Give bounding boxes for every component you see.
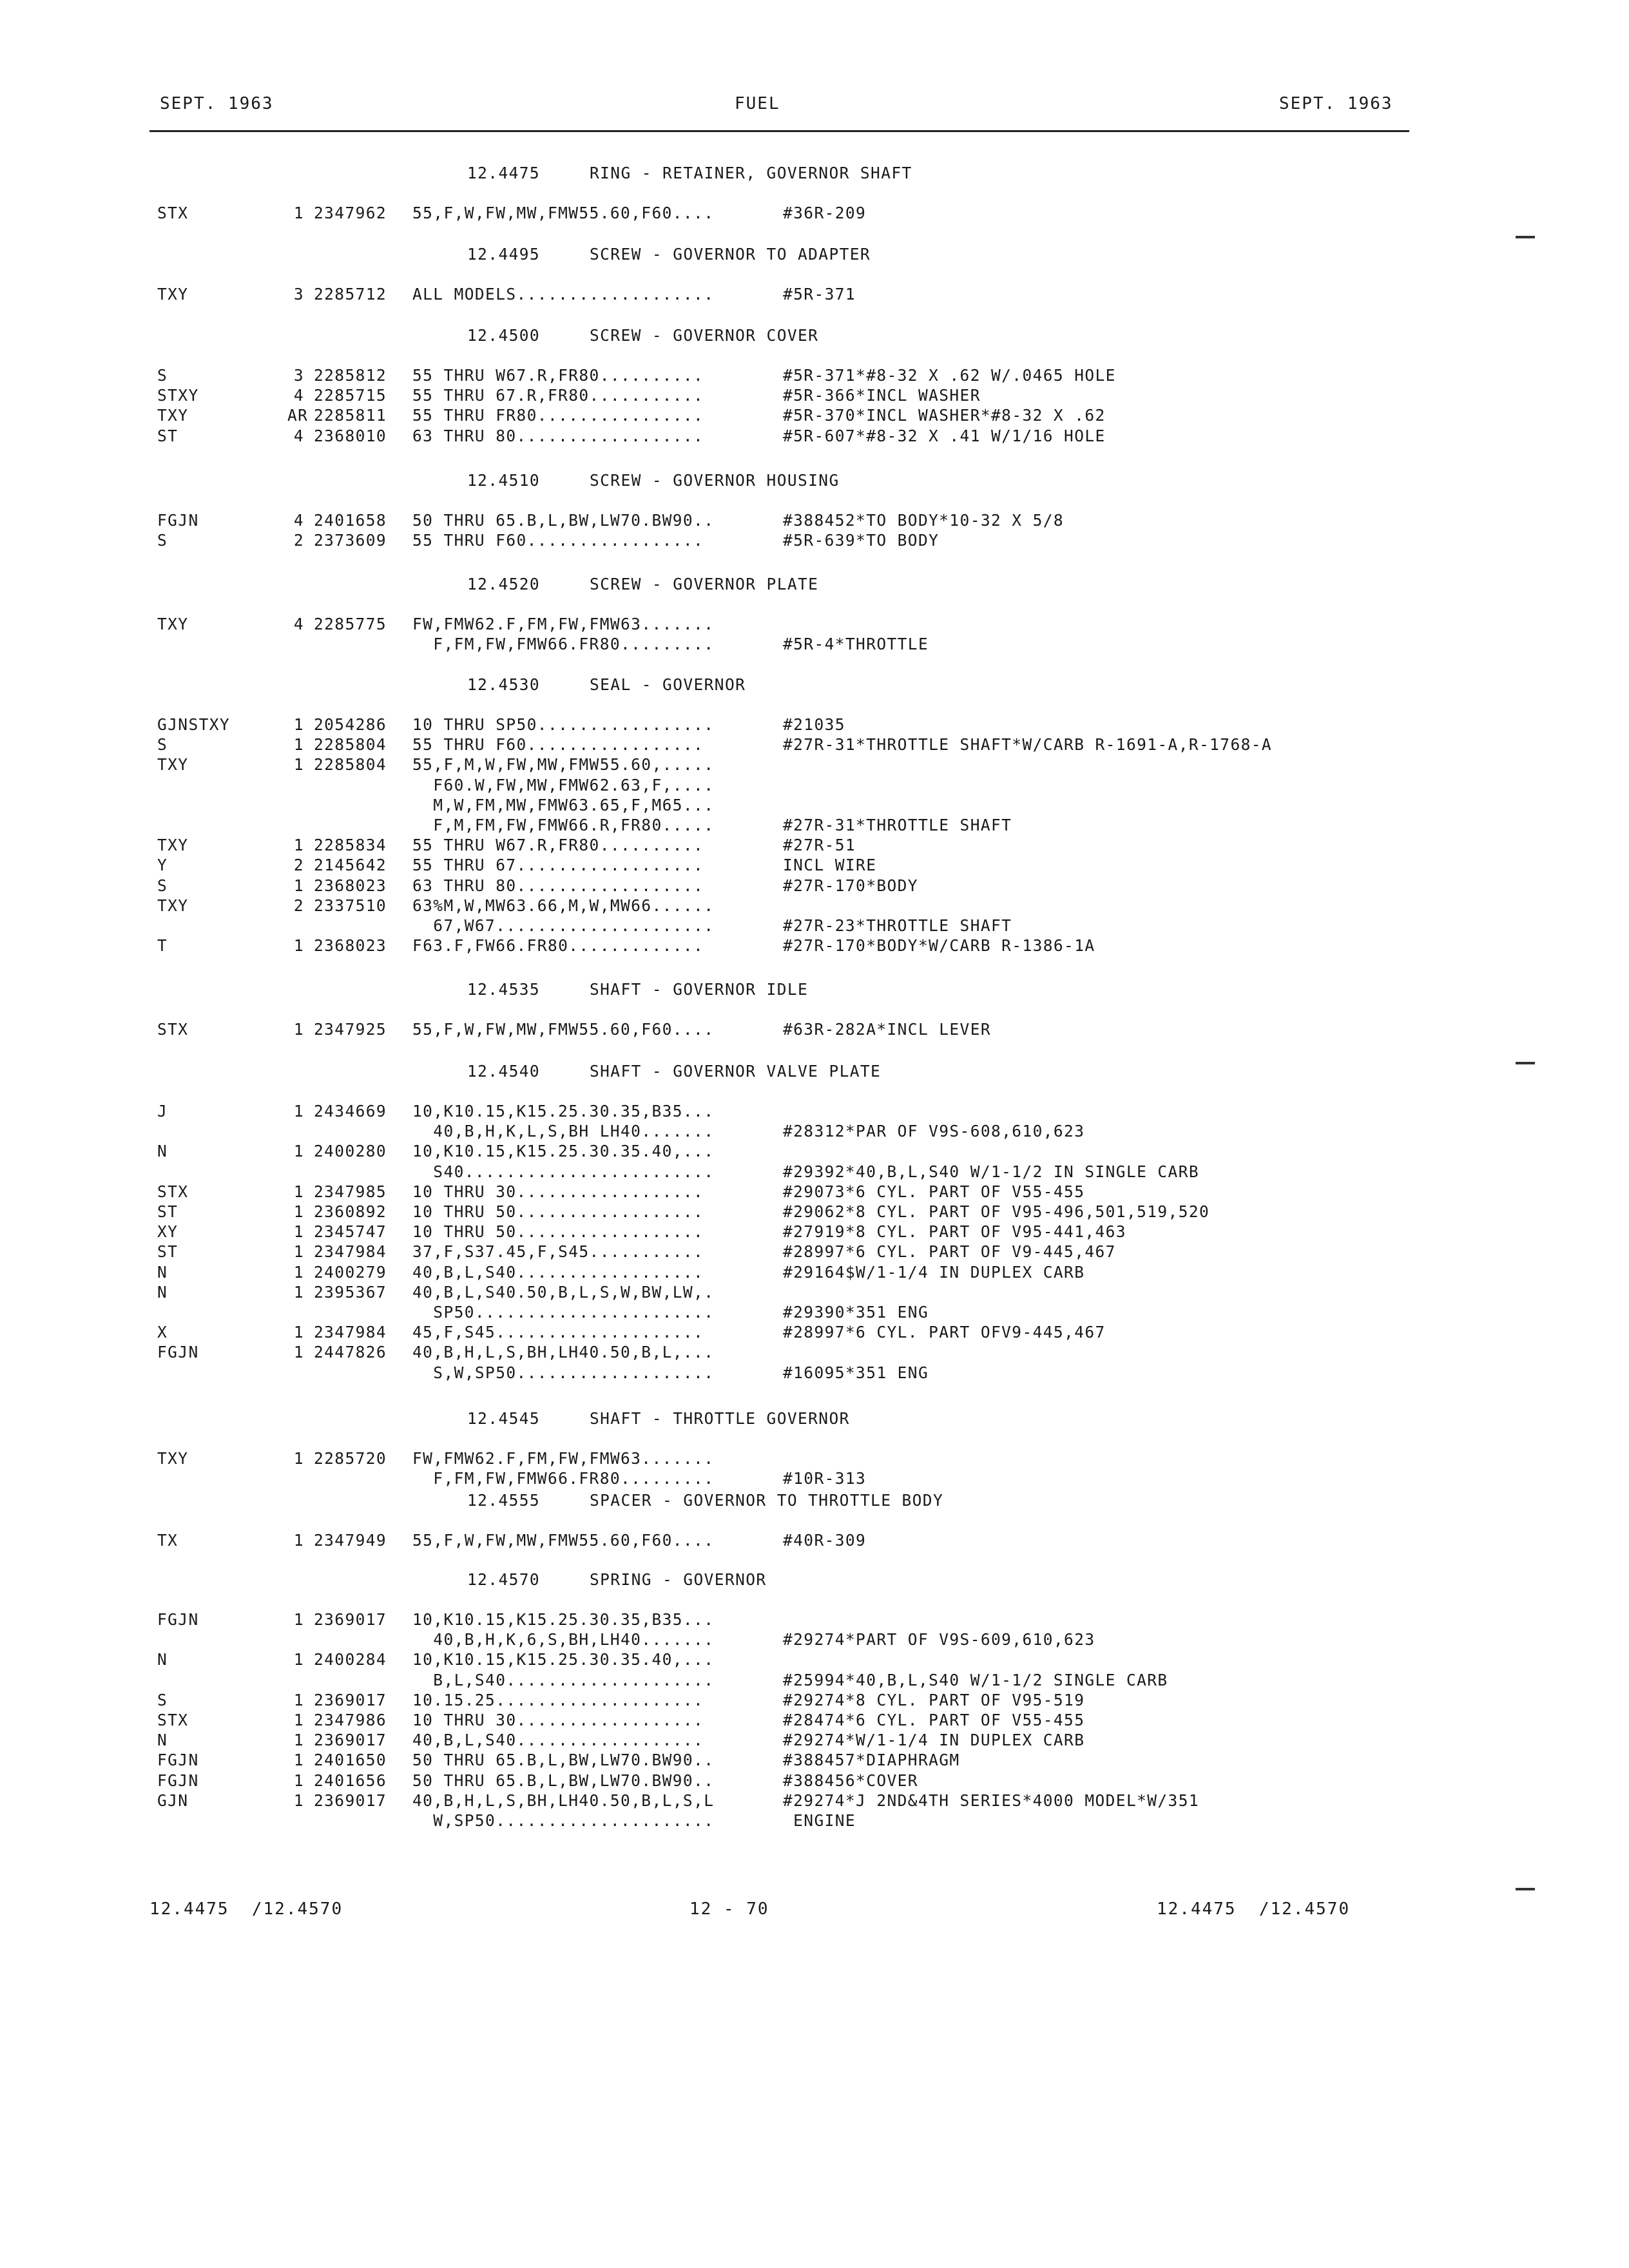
part-description: #28474*6 CYL. PART OF V55-455 (783, 1711, 1085, 1729)
part-description: #5R-639*TO BODY (783, 531, 940, 550)
quantity (287, 795, 304, 816)
model-codes: TXY (157, 1449, 189, 1468)
footer-page-number: 12 - 70 (689, 1899, 769, 1919)
applicable-models: 10 THRU 30.................. (412, 1711, 704, 1729)
quantity: 1 (293, 1102, 304, 1120)
quantity (287, 775, 304, 796)
part-description: #27R-31*THROTTLE SHAFT (783, 816, 1012, 834)
part-number: 2368010 (314, 427, 387, 445)
applicable-models: 10,K10.15,K15.25.30.35,B35... (412, 1610, 715, 1629)
applicable-models: 55,F,M,W,FW,MW,FMW55.60,..... (412, 755, 715, 774)
applicable-models: 63%M,W,MW63.66,M,W,MW66...... (412, 896, 715, 915)
applicable-models: 55 THRU FR80................ (412, 406, 704, 425)
footer-range-right: 12.4475 /12.4570 (1157, 1899, 1351, 1919)
quantity: 1 (293, 1222, 304, 1241)
part-description: #5R-371 (783, 285, 856, 303)
applicable-models: 10 THRU SP50................. (412, 715, 715, 734)
quantity: AR (287, 406, 309, 425)
model-codes: S (157, 531, 168, 550)
part-description: #29274*J 2ND&4TH SERIES*4000 MODEL*W/351 (783, 1791, 1200, 1810)
part-description: #29392*40,B,L,S40 W/1-1/2 IN SINGLE CARB (783, 1162, 1200, 1181)
part-description: #27R-23*THROTTLE SHAFT (783, 916, 1012, 935)
part-description: #36R-209 (783, 204, 867, 222)
part-description: #29274*W/1-1/4 IN DUPLEX CARB (783, 1731, 1085, 1749)
part-number: 2285804 (314, 755, 387, 774)
quantity (287, 1162, 304, 1182)
applicable-models: 10 THRU 30.................. (412, 1182, 704, 1201)
quantity: 1 (293, 1771, 304, 1790)
part-number: 2373609 (314, 531, 387, 550)
quantity: 1 (293, 735, 304, 754)
section-number: 12.4570 (467, 1570, 541, 1589)
quantity: 3 (293, 366, 304, 385)
quantity: 1 (293, 1691, 304, 1709)
quantity: 2 (293, 531, 304, 550)
applicable-models: 67,W67..................... (412, 916, 715, 935)
part-description: #21035 (783, 715, 845, 734)
part-number: 2347984 (314, 1242, 387, 1261)
section-number: 12.4520 (467, 575, 541, 593)
margin-mark (1516, 236, 1535, 238)
model-codes: STXY (157, 386, 199, 405)
applicable-models: F63.F,FW66.FR80............. (412, 936, 704, 955)
applicable-models: 10,K10.15,K15.25.30.35.40,... (412, 1650, 715, 1669)
section-title (467, 979, 808, 1000)
quantity: 1 (293, 1449, 304, 1468)
quantity: 1 (293, 936, 304, 955)
model-codes: FGJN (157, 1610, 199, 1629)
section-title (467, 1061, 881, 1082)
quantity (287, 1121, 304, 1142)
quantity: 1 (293, 1751, 304, 1769)
part-description: #29274*8 CYL. PART OF V95-519 (783, 1691, 1085, 1709)
section-heading: SPRING - GOVERNOR (590, 1570, 767, 1589)
applicable-models: 10 THRU 50.................. (412, 1222, 704, 1241)
part-description: #27R-170*BODY (783, 876, 918, 895)
section-title (467, 163, 912, 184)
applicable-models: ALL MODELS................... (412, 285, 715, 303)
applicable-models: 50 THRU 65.B,L,BW,LW70.BW90.. (412, 1771, 715, 1790)
model-codes: GJN (157, 1791, 189, 1810)
quantity (287, 1363, 304, 1383)
part-description: #10R-313 (783, 1469, 867, 1488)
part-description: #28312*PAR OF V9S-608,610,623 (783, 1122, 1085, 1140)
model-codes: S (157, 735, 168, 754)
quantity: 1 (293, 836, 304, 854)
quantity: 1 (293, 1323, 304, 1341)
applicable-models: 10,K10.15,K15.25.30.35.40,... (412, 1142, 715, 1160)
applicable-models: 45,F,S45.................... (412, 1323, 704, 1341)
applicable-models: FW,FMW62.F,FM,FW,FMW63....... (412, 615, 715, 633)
model-codes: STX (157, 1711, 189, 1729)
applicable-models: 40,B,H,L,S,BH,LH40.50,B,L,S,L (412, 1791, 715, 1810)
model-codes: N (157, 1142, 168, 1160)
part-number: 2285812 (314, 366, 387, 385)
applicable-models: SP50....................... (412, 1303, 715, 1321)
section-title (467, 675, 746, 695)
section-number: 12.4545 (467, 1409, 541, 1428)
header-rule (149, 130, 1409, 132)
part-description: #29073*6 CYL. PART OF V55-455 (783, 1182, 1085, 1201)
part-number: 2400280 (314, 1142, 387, 1160)
section-number: 12.4510 (467, 471, 541, 490)
section-title (467, 244, 871, 265)
part-number: 2345747 (314, 1222, 387, 1241)
applicable-models: 55 THRU 67.................. (412, 856, 704, 874)
applicable-models: S,W,SP50................... (412, 1363, 715, 1382)
model-codes: S (157, 876, 168, 895)
quantity (287, 1670, 304, 1691)
quantity: 1 (293, 1791, 304, 1810)
part-number: 2369017 (314, 1731, 387, 1749)
part-number: 2285834 (314, 836, 387, 854)
footer-range-left: 12.4475 /12.4570 (149, 1899, 343, 1919)
model-codes: FGJN (157, 511, 199, 530)
model-codes: STX (157, 1020, 189, 1039)
applicable-models: S40........................ (412, 1162, 715, 1181)
model-codes: STX (157, 1182, 189, 1201)
applicable-models: 10 THRU 50.................. (412, 1202, 704, 1221)
part-number: 2447826 (314, 1343, 387, 1361)
part-description: #27R-51 (783, 836, 856, 854)
quantity: 4 (293, 511, 304, 530)
quantity: 1 (293, 1610, 304, 1629)
model-codes: TXY (157, 406, 189, 425)
section-title (467, 325, 818, 346)
quantity (287, 916, 304, 936)
section-number: 12.4555 (467, 1491, 541, 1510)
part-number: 2369017 (314, 1610, 387, 1629)
applicable-models: 40,B,L,S40.50,B,L,S,W,BW,LW,. (412, 1283, 715, 1302)
quantity: 4 (293, 386, 304, 405)
section-title (467, 1570, 767, 1590)
applicable-models: FW,FMW62.F,FM,FW,FMW63....... (412, 1449, 715, 1468)
quantity (287, 815, 304, 836)
part-number: 2337510 (314, 896, 387, 915)
part-number: 2145642 (314, 856, 387, 874)
quantity: 3 (293, 285, 304, 303)
part-number: 2401658 (314, 511, 387, 530)
section-heading: SEAL - GOVERNOR (590, 675, 746, 694)
applicable-models: 40,B,H,K,L,S,BH LH40....... (412, 1122, 715, 1140)
part-description: #28997*6 CYL. PART OF V9-445,467 (783, 1242, 1116, 1261)
applicable-models: 55 THRU 67.R,FR80........... (412, 386, 704, 405)
model-codes: N (157, 1283, 168, 1302)
model-codes: FGJN (157, 1751, 199, 1769)
part-number: 2360892 (314, 1202, 387, 1221)
section-title (467, 1408, 850, 1429)
quantity: 1 (293, 1263, 304, 1282)
quantity: 1 (293, 1142, 304, 1160)
part-number: 2368023 (314, 936, 387, 955)
model-codes: FGJN (157, 1343, 199, 1361)
quantity: 1 (293, 1020, 304, 1039)
header-section-title: FUEL (735, 94, 780, 113)
part-number: 2285811 (314, 406, 387, 425)
part-description: #388452*TO BODY*10-32 X 5/8 (783, 511, 1065, 530)
quantity: 1 (293, 1283, 304, 1302)
part-description: #5R-371*#8-32 X .62 W/.0465 HOLE (783, 366, 1116, 385)
part-description: #5R-366*INCL WASHER (783, 386, 981, 405)
applicable-models: 40,B,H,L,S,BH,LH40.50,B,L,... (412, 1343, 715, 1361)
section-heading: SHAFT - THROTTLE GOVERNOR (590, 1409, 850, 1428)
part-description: #29390*351 ENG (783, 1303, 929, 1321)
section-title (467, 574, 818, 595)
applicable-models: 55 THRU F60................. (412, 531, 704, 550)
section-title (467, 470, 840, 491)
quantity: 4 (293, 615, 304, 633)
section-heading: SCREW - GOVERNOR TO ADAPTER (590, 245, 871, 264)
applicable-models: F,M,FM,FW,FMW66.R,FR80..... (412, 816, 715, 834)
quantity: 1 (293, 876, 304, 895)
part-description: #27919*8 CYL. PART OF V95-441,463 (783, 1222, 1126, 1241)
quantity: 1 (293, 1182, 304, 1201)
part-number: 2347986 (314, 1711, 387, 1729)
part-description: #40R-309 (783, 1531, 867, 1550)
model-codes: TX (157, 1531, 178, 1550)
part-number: 2400284 (314, 1650, 387, 1669)
section-heading: SHAFT - GOVERNOR VALVE PLATE (590, 1062, 882, 1081)
section-number: 12.4540 (467, 1062, 541, 1081)
quantity: 1 (293, 1242, 304, 1261)
part-number: 2285715 (314, 386, 387, 405)
part-number: 2347949 (314, 1531, 387, 1550)
part-description: #16095*351 ENG (783, 1363, 929, 1382)
section-heading: SPACER - GOVERNOR TO THROTTLE BODY (590, 1491, 944, 1510)
part-description: #27R-170*BODY*W/CARB R-1386-1A (783, 936, 1095, 955)
model-codes: ST (157, 1202, 178, 1221)
quantity: 2 (293, 896, 304, 915)
quantity: 1 (293, 715, 304, 734)
model-codes: ST (157, 1242, 178, 1261)
applicable-models: M,W,FM,MW,FMW63.65,F,M65... (412, 796, 715, 814)
applicable-models: F,FM,FW,FMW66.FR80......... (412, 1469, 715, 1488)
model-codes: FGJN (157, 1771, 199, 1790)
model-codes: TXY (157, 285, 189, 303)
applicable-models: F60.W,FW,MW,FMW62.63,F,.... (412, 776, 715, 794)
part-description: INCL WIRE (783, 856, 877, 874)
model-codes: X (157, 1323, 168, 1341)
section-number: 12.4500 (467, 326, 541, 345)
quantity: 1 (293, 755, 304, 774)
section-number: 12.4530 (467, 675, 541, 694)
model-codes: TXY (157, 836, 189, 854)
section-title (467, 1490, 943, 1511)
part-description: #388457*DIAPHRAGM (783, 1751, 960, 1769)
applicable-models: 55,F,W,FW,MW,FMW55.60,F60.... (412, 1531, 715, 1550)
header-date-left: SEPT. 1963 (160, 94, 274, 113)
part-description: ENGINE (783, 1811, 856, 1830)
applicable-models: 55,F,W,FW,MW,FMW55.60,F60.... (412, 204, 715, 222)
part-number: 2285712 (314, 285, 387, 303)
applicable-models: 40,B,L,S40.................. (412, 1263, 704, 1282)
quantity (287, 1468, 304, 1489)
section-number: 12.4475 (467, 164, 541, 182)
quantity: 1 (293, 1531, 304, 1550)
model-codes: TXY (157, 615, 189, 633)
model-codes: N (157, 1650, 168, 1669)
quantity (287, 1811, 304, 1831)
applicable-models: 10.15.25.................... (412, 1691, 704, 1709)
applicable-models: F,FM,FW,FMW66.FR80......... (412, 635, 715, 653)
header-date-right: SEPT. 1963 (1279, 94, 1393, 113)
applicable-models: 55 THRU W67.R,FR80.......... (412, 836, 704, 854)
part-description: #27R-31*THROTTLE SHAFT*W/CARB R-1691-A,R-1768-A (783, 735, 1273, 754)
part-number: 2347962 (314, 204, 387, 222)
model-codes: N (157, 1263, 168, 1282)
part-description: #5R-4*THROTTLE (783, 635, 929, 653)
part-description: #5R-370*INCL WASHER*#8-32 X .62 (783, 406, 1106, 425)
part-description: #29062*8 CYL. PART OF V95-496,501,519,520 (783, 1202, 1210, 1221)
applicable-models: W,SP50..................... (412, 1811, 715, 1830)
section-heading: RING - RETAINER, GOVERNOR SHAFT (590, 164, 912, 182)
model-codes: STX (157, 204, 189, 222)
quantity (287, 1302, 304, 1323)
part-number: 2368023 (314, 876, 387, 895)
part-number: 2395367 (314, 1283, 387, 1302)
applicable-models: 40,B,L,S40.................. (412, 1731, 704, 1749)
quantity: 1 (293, 204, 304, 222)
model-codes: J (157, 1102, 168, 1120)
part-description: #388456*COVER (783, 1771, 918, 1790)
quantity: 4 (293, 427, 304, 445)
applicable-models: 63 THRU 80.................. (412, 876, 704, 895)
model-codes: XY (157, 1222, 178, 1241)
applicable-models: B,L,S40.................... (412, 1671, 715, 1689)
applicable-models: 50 THRU 65.B,L,BW,LW70.BW90.. (412, 1751, 715, 1769)
applicable-models: 37,F,S37.45,F,S45........... (412, 1242, 704, 1261)
part-number: 2347984 (314, 1323, 387, 1341)
part-description: #5R-607*#8-32 X .41 W/1/16 HOLE (783, 427, 1106, 445)
model-codes: T (157, 936, 168, 955)
quantity: 1 (293, 1343, 304, 1361)
section-number: 12.4535 (467, 980, 541, 999)
model-codes: GJNSTXY (157, 715, 231, 734)
section-number: 12.4495 (467, 245, 541, 264)
model-codes: N (157, 1731, 168, 1749)
part-number: 2285775 (314, 615, 387, 633)
applicable-models: 63 THRU 80.................. (412, 427, 704, 445)
model-codes: Y (157, 856, 168, 874)
section-heading: SCREW - GOVERNOR HOUSING (590, 471, 840, 490)
applicable-models: 55 THRU W67.R,FR80.......... (412, 366, 704, 385)
part-number: 2434669 (314, 1102, 387, 1120)
model-codes: TXY (157, 755, 189, 774)
part-description: #29274*PART OF V9S-609,610,623 (783, 1630, 1095, 1649)
part-description: #25994*40,B,L,S40 W/1-1/2 SINGLE CARB (783, 1671, 1168, 1689)
applicable-models: 55,F,W,FW,MW,FMW55.60,F60.... (412, 1020, 715, 1039)
part-number: 2285804 (314, 735, 387, 754)
applicable-models: 50 THRU 65.B,L,BW,LW70.BW90.. (412, 511, 715, 530)
quantity: 2 (293, 856, 304, 874)
margin-mark (1516, 1888, 1535, 1890)
quantity: 1 (293, 1711, 304, 1729)
model-codes: ST (157, 427, 178, 445)
part-description: #63R-282A*INCL LEVER (783, 1020, 992, 1039)
quantity (287, 634, 304, 655)
section-heading: SCREW - GOVERNOR COVER (590, 326, 819, 345)
part-description: #28997*6 CYL. PART OFV9-445,467 (783, 1323, 1106, 1341)
quantity: 1 (293, 1650, 304, 1669)
part-number: 2347925 (314, 1020, 387, 1039)
part-number: 2401656 (314, 1771, 387, 1790)
part-number: 2347985 (314, 1182, 387, 1201)
quantity: 1 (293, 1202, 304, 1221)
section-heading: SCREW - GOVERNOR PLATE (590, 575, 819, 593)
part-number: 2369017 (314, 1791, 387, 1810)
part-number: 2369017 (314, 1691, 387, 1709)
section-heading: SHAFT - GOVERNOR IDLE (590, 980, 809, 999)
quantity (287, 1629, 304, 1650)
part-number: 2401650 (314, 1751, 387, 1769)
applicable-models: 40,B,H,K,6,S,BH,LH40....... (412, 1630, 715, 1649)
part-number: 2054286 (314, 715, 387, 734)
model-codes: TXY (157, 896, 189, 915)
model-codes: S (157, 1691, 168, 1709)
applicable-models: 55 THRU F60................. (412, 735, 704, 754)
part-number: 2285720 (314, 1449, 387, 1468)
margin-mark (1516, 1062, 1535, 1064)
part-description: #29164$W/1-1/4 IN DUPLEX CARB (783, 1263, 1085, 1282)
part-number: 2400279 (314, 1263, 387, 1282)
model-codes: S (157, 366, 168, 385)
applicable-models: 10,K10.15,K15.25.30.35,B35... (412, 1102, 715, 1120)
quantity: 1 (293, 1731, 304, 1749)
